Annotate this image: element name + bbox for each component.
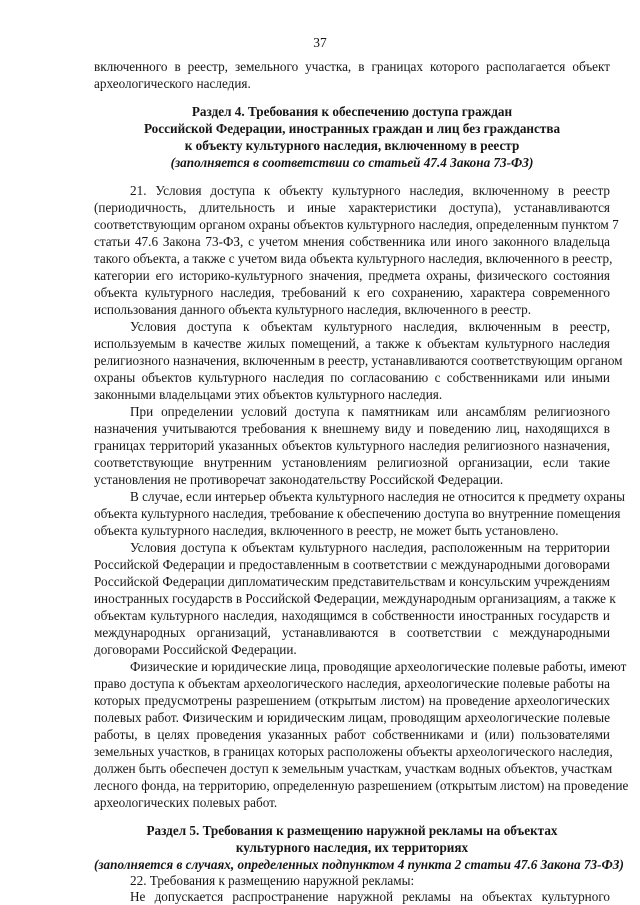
continuation-line: археологического наследия. xyxy=(94,76,251,91)
paragraph-line: Российской Федерации дипломатическим представительствам и консульским учреждениям xyxy=(94,574,610,589)
paragraph-line: объекта культурного наследия, требование к обеспечению доступа во внутренние помещения xyxy=(94,506,621,521)
section-4-note: (заполняется в соответствии со статьей 47.4 Закона 73-ФЗ) xyxy=(170,155,534,170)
paragraph-line: статьи 47.6 Закона 73-ФЗ, с учетом мнения собственника или иного законного владельца xyxy=(94,234,610,249)
page-number: 37 xyxy=(313,35,327,50)
paragraph-line: объекта культурного наследия, требований к его сохранению, характера современного xyxy=(94,285,610,300)
paragraph-line: установления не противоречат законодательству Российской Федерации. xyxy=(94,472,504,487)
paragraph-line: (периодичность, длительность и иные характеристики доступа), устанавливаются xyxy=(94,200,610,215)
paragraph-line: используемым в качестве жилых помещений, а также к объектам культурного наследия xyxy=(94,336,610,351)
paragraph-line: религиозного назначения, включенным в реестр, устанавливаются соответствующим органом xyxy=(94,353,623,368)
section-4-heading: к объекту культурного наследия, включенному в реестр xyxy=(184,138,520,153)
section-4-heading: Раздел 4. Требования к обеспечению доступа граждан xyxy=(191,104,513,119)
paragraph-line: полевых работ. Физическим и юридическим лицам, проводящим археологические полевые xyxy=(94,710,610,725)
paragraph-line: соответствующим органом охраны объектов культурного наследия, определенным пунктом 7 xyxy=(94,217,619,232)
paragraph-line: должен быть обеспечен доступ к земельным участкам, участкам водных объектов, участкам xyxy=(94,761,613,776)
paragraph-line: которых предусмотрены разрешением (открытым листом) на проведение археологических xyxy=(94,693,610,708)
paragraph-line: земельных участков, в границах которых расположены объекты археологического наследия, xyxy=(94,744,613,759)
paragraph-line: При определении условий доступа к памятникам или ансамблям религиозного xyxy=(130,404,610,419)
paragraph-line: Условия доступа к объектам культурного наследия, включенным в реестр, xyxy=(130,319,610,334)
paragraph-line: Российской Федерации и предоставленным в соответствии с международными договорами xyxy=(94,557,610,572)
paragraph-line: такого объекта, а также с учетом вида объекта культурного наследия, включенного в реестр, xyxy=(94,251,613,266)
paragraph-line: Не допускается распространение наружной рекламы на объектах культурного xyxy=(130,889,610,904)
section-5-heading: культурного наследия, их территориях xyxy=(235,840,469,855)
paragraph-line: Условия доступа к объектам культурного наследия, расположенным на территории xyxy=(130,540,610,555)
paragraph-line: Физические и юридические лица, проводящие археологические полевые работы, имеют xyxy=(130,659,627,674)
paragraph-line: лесного фонда, на территорию, определенную разрешением (открытым листом) на проведение xyxy=(94,778,629,793)
paragraph-line: 21. Условия доступа к объекту культурного наследия, включенному в реестр xyxy=(130,183,610,198)
paragraph-line: договорами Российской Федерации. xyxy=(94,642,297,657)
continuation-line: включенного в реестр, земельного участка, в границах которого располагается объект xyxy=(94,59,610,74)
paragraph-line: право доступа к объектам археологического наследия, археологические полевые работы на xyxy=(94,676,610,691)
paragraph-line: соответствующие внутренним установлениям религиозной организации, если такие xyxy=(94,455,610,470)
paragraph-line: археологических полевых работ. xyxy=(94,795,278,810)
section-5-heading: Раздел 5. Требования к размещению наружной рекламы на объектах xyxy=(146,823,558,838)
paragraph-line: законными владельцами этих объектов культурного наследия. xyxy=(94,387,443,402)
paragraph-line: использования данного объекта культурного наследия, включенного в реестр. xyxy=(94,302,532,317)
section-4-heading: Российской Федерации, иностранных граждан и лиц без гражданства xyxy=(143,121,561,136)
section-5-note: (заполняется в случаях, определенных подпунктом 4 пункта 2 статьи 47.6 Закона 73-ФЗ) xyxy=(94,857,624,872)
paragraph-line: международных организаций, устанавливаются в соответствии с международными xyxy=(94,625,610,640)
paragraph-line: иностранных государств в Российской Федерации, международным организациям, а также к xyxy=(94,591,616,606)
paragraph-line: охраны объектов культурного наследия по согласованию с собственниками или иными xyxy=(94,370,610,385)
paragraph-line: объекта культурного наследия, включенного в реестр, не может быть установлено. xyxy=(94,523,559,538)
paragraph-line: работы, в целях проведения указанных работ собственниками и (или) пользователями xyxy=(94,727,610,742)
paragraph-line: границах территорий указанных объектов культурного наследия религиозного назначения, xyxy=(94,438,610,453)
paragraph-line: объектам культурного наследия, находящимся в собственности иностранных государств и xyxy=(94,608,610,623)
paragraph-line: категории его историко-культурного значения, предмета охраны, физического состояния xyxy=(94,268,610,283)
paragraph-line: назначения учитываются требования к внешнему виду и поведению лиц, находящихся в xyxy=(94,421,610,436)
paragraph-line: В случае, если интерьер объекта культурного наследия не относится к предмету охраны xyxy=(130,489,626,504)
paragraph-line: 22. Требования к размещению наружной рекламы: xyxy=(130,873,415,888)
